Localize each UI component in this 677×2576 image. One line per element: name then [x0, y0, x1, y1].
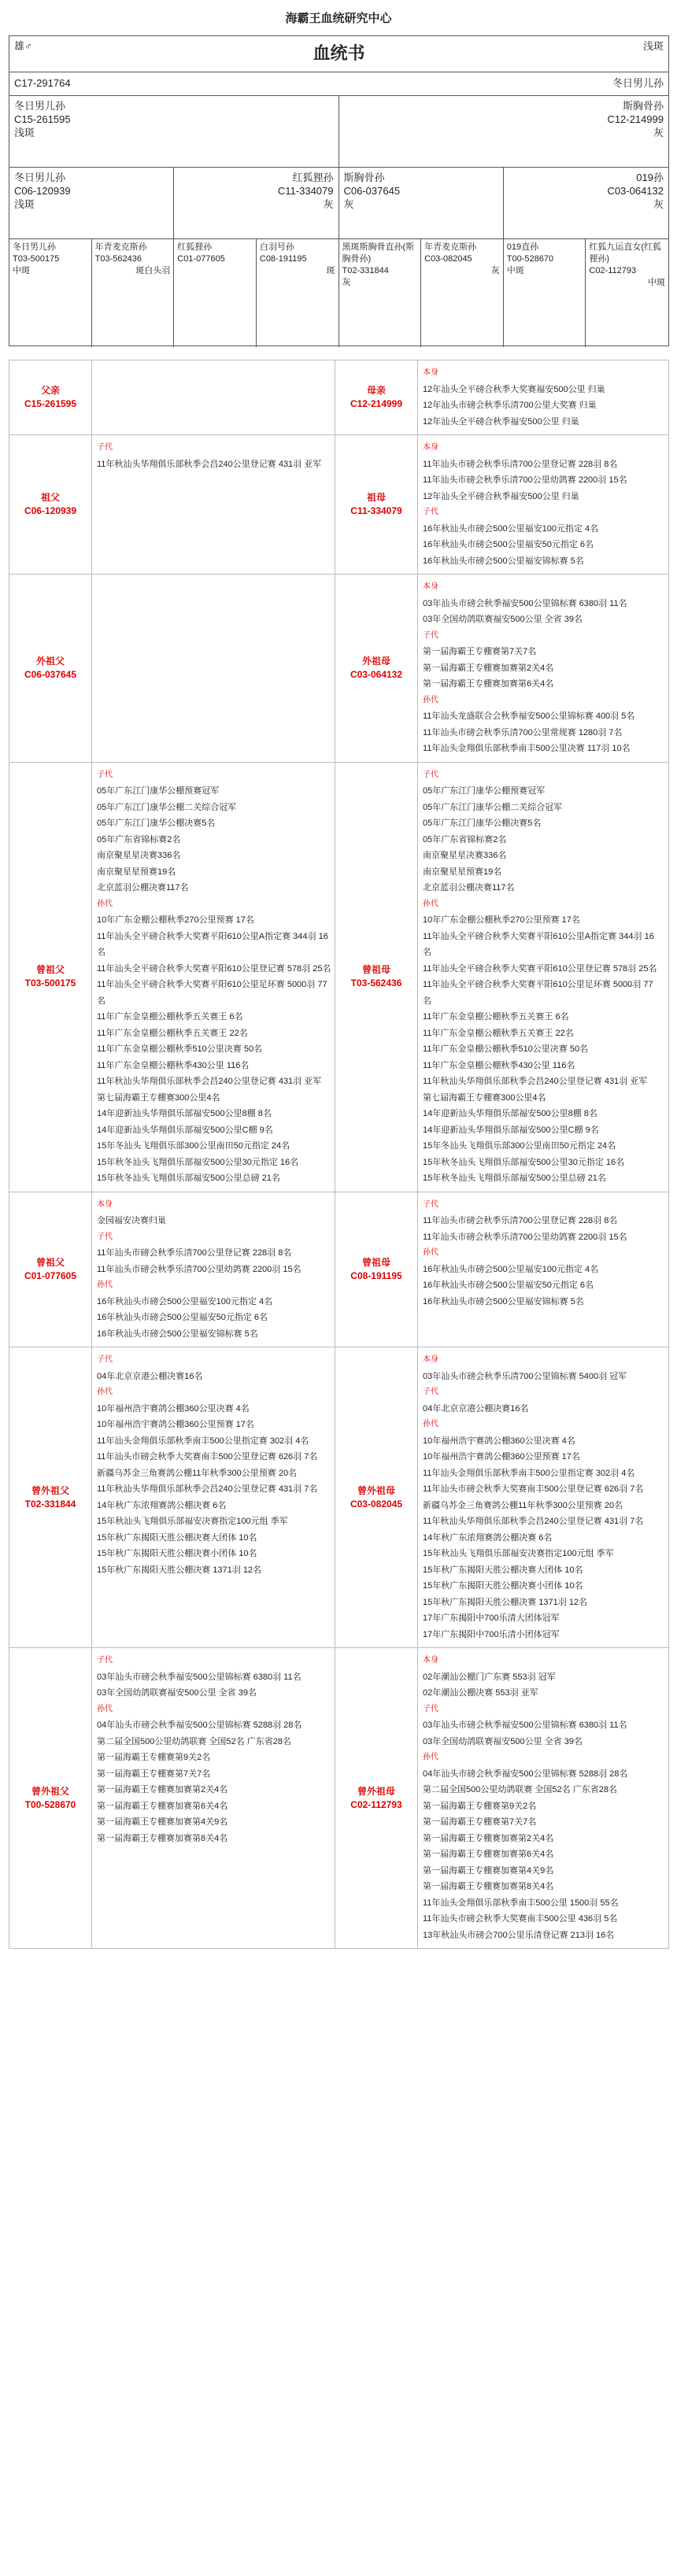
record-line: 南京聚星星决赛336名 [423, 851, 507, 860]
record-list [92, 360, 335, 434]
record-line: 15年秋冬汕头飞翔俱乐部福安500公里总磅 21名 [423, 1173, 606, 1183]
pedigree-cell [339, 96, 669, 167]
feather-color: 灰 [653, 127, 664, 139]
record-line: 11年广东金皇棚公棚秋季510公里决赛 50名 [423, 1044, 589, 1054]
record-line: 第一届海霸王专棚赛第9关2名 [423, 1801, 537, 1811]
ring-number: C11-334079 [277, 185, 334, 197]
record-line: 11年汕头市磅会秋季乐清700公里登记赛 228羽 8名 [423, 459, 618, 469]
record-line: 15年秋广东揭阳天胜公棚决赛大团体 10名 [97, 1532, 257, 1543]
feather-color: 浅斑 [14, 127, 35, 139]
record-line: 16年秋汕头市磅会500公里福安锦标赛 5名 [423, 1296, 584, 1306]
record-line: 05年广东省锦标赛2名 [423, 834, 507, 844]
subject-ring-row [9, 72, 668, 96]
record-line: 第一届海霸王专棚赛第7关7名 [97, 1768, 211, 1779]
record-line: 11年汕头全平磅合秋季大奖赛平阳610公里足环赛 5000羽 77名 [97, 980, 327, 1006]
record-line: 15年秋冬汕头飞翔俱乐部福安500公里30元指定 16名 [423, 1157, 625, 1167]
relation-role: 曾外祖母 [357, 1785, 395, 1797]
record-line: 05年广东江门康华公棚决赛5名 [423, 819, 542, 828]
record-line: 11年汕头市磅会秋季乐清700公里幼鸽赛 2200羽 15名 [423, 1232, 627, 1242]
relation-ring: C02-112793 [350, 1798, 402, 1810]
record-line: 新疆乌苏金三角赛鸽公棚11年秋季300公里预赛 20名 [423, 1500, 623, 1510]
relation-header [335, 1192, 418, 1347]
feather-color: 中斑 [13, 266, 30, 275]
record-section-label: 子代 [423, 1388, 438, 1396]
strain-name: 斯胸骨孙 [343, 172, 385, 183]
record-line: 04年汕头市磅会秋季福安500公里锦标赛 5288羽 28名 [423, 1768, 628, 1779]
strain-name: 019直孙 [506, 242, 539, 252]
relation-ring: C08-191195 [350, 1270, 402, 1281]
ring-number: C03-064132 [607, 185, 664, 197]
relation-role: 曾祖母 [361, 1256, 390, 1268]
record-line: 03年全国幼鸽联赛福安500公里 全省 39名 [423, 1736, 583, 1746]
relation-role: 外祖父 [35, 655, 65, 667]
page-title: 海霸王血统研究中心 [285, 12, 392, 25]
relation-header [9, 1192, 92, 1347]
record-line: 11年秋汕头华翔俱乐部秋季会昌240公里登记赛 431羽 亚军 [97, 1077, 322, 1086]
record-line: 第一届海霸王专棚赛第9关2名 [97, 1753, 211, 1762]
strain-name: 红狐九运直女(红狐狸孙) [589, 242, 662, 264]
relation-ring: C12-214999 [350, 398, 403, 409]
record-line: 新疆乌苏金三角赛鸽公棚11年秋季300公里预赛 20名 [97, 1468, 298, 1478]
pedigree-cell [9, 168, 174, 238]
record-line: 14年秋广东浓翔赛鸽公棚决赛 6名 [423, 1532, 553, 1543]
record-line: 05年广东省锦标赛2名 [97, 834, 181, 844]
record-section-label: 本身 [423, 443, 438, 452]
record-line: 11年秋汕头华翔俱乐部秋季会昌240公里登记赛 431羽 7名 [97, 1484, 318, 1494]
detail-row [9, 763, 668, 1192]
record-list [92, 1192, 335, 1347]
detail-row [9, 1347, 668, 1648]
record-line: 15年秋汕头飞翔俱乐部福安决赛指定100元组 季军 [423, 1549, 614, 1558]
record-line: 05年广东江门康华公棚预赛冠军 [97, 786, 220, 796]
relation-header [335, 435, 418, 574]
pedigree-cell [257, 239, 339, 347]
relation-ring: T03-500175 [24, 978, 76, 989]
record-line: 第一届海霸王专棚赛加赛第2关4名 [423, 663, 554, 673]
record-line: 11年汕头龙盛联合会秋季福安500公里锦标赛 400羽 5名 [423, 711, 635, 721]
pedigree-cell [174, 239, 257, 347]
record-line: 第二届全国500公里幼鸽联赛 全国52名 广东省28名 [423, 1785, 617, 1794]
record-line: 北京蓝羽公棚决赛117名 [423, 883, 515, 893]
subject-ring: C17-291764 [14, 77, 71, 89]
pedigree-cell [339, 168, 504, 238]
record-line: 05年广东江门康华公棚二关综合冠军 [423, 802, 563, 812]
record-line: 第七届海霸王专棚赛300公里4名 [97, 1092, 220, 1103]
record-list [418, 1648, 661, 1948]
ring-number: C01-077605 [177, 254, 225, 264]
pedigree-cell [9, 239, 92, 347]
record-line: 第一届海霸王专棚赛加赛第4关9名 [423, 1865, 554, 1876]
record-line: 11年汕头全平磅合秋季大奖赛平阳610公里登记赛 578羽 25名 [97, 963, 331, 974]
record-line: 第一届海霸王专棚赛加赛第6关4名 [423, 1850, 554, 1859]
record-line: 南京聚星星预赛19名 [97, 867, 176, 877]
record-list [92, 1347, 335, 1647]
record-line: 16年秋汕头市磅会500公里福安100元指定 4名 [423, 523, 599, 534]
record-line: 10年福州浩宇赛鸽公棚360公里预赛 17名 [97, 1420, 254, 1429]
feather-color: 中斑 [648, 278, 665, 287]
record-line: 11年汕头全平磅合秋季大奖赛平阳610公里A指定赛 344羽 16名 [97, 931, 328, 957]
relation-role: 母亲 [366, 385, 386, 396]
detail-row [9, 1648, 668, 1948]
record-line: 11年汕头金翔俱乐部秋季南丰500公里 1500羽 55名 [423, 1898, 619, 1908]
record-line: 第一届海霸王专棚赛第7关7名 [423, 1817, 537, 1827]
record-line: 10年广东金棚公棚秋季270公里预赛 17名 [423, 915, 580, 925]
record-section-label: 孙代 [97, 899, 113, 908]
record-line: 11年广东金皇棚公棚秋季五关赛王 6名 [97, 1012, 243, 1022]
ring-number: T00-528670 [506, 254, 554, 264]
record-section-label: 本身 [423, 1355, 438, 1364]
record-list [418, 1347, 661, 1647]
relation-header [335, 763, 418, 1192]
relation-role: 曾祖父 [35, 964, 65, 975]
strain-name: 黑斑斯胸骨直孙(斯胸骨孙) [342, 242, 415, 264]
relation-ring: C06-120939 [24, 505, 77, 516]
record-line: 15年秋汕头飞翔俱乐部福安决赛指定100元组 季军 [97, 1517, 288, 1526]
pedigree-cell [174, 168, 338, 238]
record-section-label: 孙代 [423, 899, 438, 908]
relation-header [9, 360, 92, 434]
record-line: 11年汕头全平磅合秋季大奖赛平阳610公里登记赛 578羽 25名 [423, 963, 657, 974]
record-line: 15年冬汕头飞翔俱乐部300公里南田50元指定 24名 [97, 1141, 290, 1151]
record-line: 11年秋汕头华翔俱乐部秋季会昌240公里登记赛 431羽 亚军 [97, 459, 322, 469]
feather-color: 斑白头羽 [135, 266, 171, 275]
great-grandparents-row [9, 239, 668, 347]
record-line: 第一届海霸王专棚赛加赛第2关4名 [97, 1785, 228, 1794]
relation-ring: T03-562436 [350, 978, 402, 989]
record-section-label: 孙代 [97, 1388, 113, 1396]
record-line: 12年汕头全平磅合秋季福安500公里 归巢 [423, 416, 579, 427]
record-line: 第一届海霸王专棚赛加赛第2关4名 [423, 1833, 554, 1843]
relation-role: 外祖母 [361, 655, 390, 667]
record-list [92, 763, 335, 1192]
relation-header [9, 435, 92, 574]
record-line: 11年汕头金翔俱乐部秋季南丰500公里决赛 117羽 10名 [423, 744, 631, 753]
record-line: 第一届海霸王专棚赛加赛第8关4名 [97, 1833, 228, 1843]
record-line: 04年汕头市磅会秋季福安500公里锦标赛 5288羽 28名 [97, 1720, 302, 1730]
ring-number: C06-120939 [14, 185, 71, 197]
record-line: 17年广东揭阳中700乐清大团体冠军 [423, 1613, 560, 1623]
record-line: 金园福安决赛归巢 [97, 1216, 166, 1225]
record-line: 14年迎新汕头华翔俱乐部福安500公里8棚 8名 [97, 1109, 272, 1118]
grandparents-row [9, 168, 668, 239]
record-line: 03年汕头市磅会秋季福安500公里锦标赛 6380羽 11名 [423, 1720, 627, 1730]
relation-header [335, 1347, 418, 1647]
record-line: 15年秋广东揭阳天胜公棚决赛小团体 10名 [97, 1549, 257, 1558]
pedigree-cell [586, 239, 668, 347]
record-line: 11年汕头市磅会秋季乐清700公里幼鸽赛 2200羽 15名 [97, 1264, 302, 1274]
record-line: 第一届海霸王专棚赛加赛第6关4名 [97, 1801, 228, 1811]
subject-title-row [9, 36, 668, 72]
relation-header [9, 1347, 92, 1647]
record-section-label: 子代 [97, 770, 113, 779]
strain-name: 红狐狸孙 [292, 172, 334, 183]
pedigree-cell [339, 239, 422, 347]
record-line: 南京聚星星预赛19名 [423, 867, 502, 877]
record-line: 16年秋汕头市磅会500公里福安50元指定 6名 [97, 1313, 268, 1322]
relation-header [335, 575, 418, 762]
record-line: 第二届全国500公里幼鸽联赛 全国52名 广东省28名 [97, 1736, 291, 1746]
record-line: 11年广东金皇棚公棚秋季430公里 116名 [97, 1060, 250, 1070]
pedigree-chart [9, 35, 669, 346]
record-line: 第一届海霸王专棚赛加赛第6关4名 [423, 679, 554, 689]
record-line: 16年秋汕头市磅会500公里福安锦标赛 5名 [423, 556, 584, 566]
detail-row [9, 435, 668, 575]
record-line: 11年广东金皇棚公棚秋季510公里决赛 50名 [97, 1044, 263, 1054]
record-section-label: 子代 [97, 1355, 113, 1364]
pedigree-cell [421, 239, 504, 347]
relation-ring: T02-331844 [24, 1498, 76, 1510]
record-section-label: 子代 [423, 770, 438, 779]
strain-name: 019孙 [636, 172, 664, 183]
relation-header [335, 1648, 418, 1948]
record-line: 10年福州浩宇赛鸽公棚360公里决赛 4名 [423, 1436, 575, 1446]
record-section-label: 子代 [423, 630, 438, 640]
record-line: 11年秋汕头华翔俱乐部秋季会昌240公里登记赛 431羽 亚军 [423, 1077, 648, 1086]
record-line: 16年秋汕头市磅会500公里福安锦标赛 5名 [97, 1329, 258, 1339]
ring-number: T02-331844 [342, 266, 389, 275]
record-section-label: 孙代 [423, 1753, 438, 1761]
performance-table [9, 360, 669, 1949]
record-line: 11年广东金皇棚公棚秋季五关赛王 22名 [423, 1028, 574, 1038]
record-line: 03年全国幼鸽联赛福安500公里 全省 39名 [423, 615, 583, 624]
record-line: 14年迎新汕头华翔俱乐部福安500公里C棚 9名 [423, 1125, 599, 1135]
relation-role: 曾外祖母 [357, 1484, 395, 1496]
record-line: 15年秋广东揭阳天胜公棚决赛大团体 10名 [423, 1565, 583, 1575]
record-section-label: 孙代 [97, 1704, 113, 1713]
relation-ring: C03-064132 [350, 668, 403, 680]
feather-color: 中斑 [506, 266, 524, 275]
record-list [92, 575, 335, 762]
ring-number: C03-082045 [424, 254, 472, 264]
record-line: 11年汕头市磅会秋季乐清700公里常规赛 1280羽 7名 [423, 727, 623, 737]
record-line: 15年秋广东揭阳天胜公棚决赛 1371羽 12名 [97, 1565, 262, 1575]
record-line: 15年秋广东揭阳天胜公棚决赛小团体 10名 [423, 1581, 583, 1591]
record-line: 10年福州浩宇赛鸽公棚360公里预赛 17名 [423, 1452, 580, 1462]
relation-role: 祖父 [40, 492, 60, 503]
record-line: 15年秋冬汕头飞翔俱乐部福安500公里30元指定 16名 [97, 1157, 299, 1167]
relation-ring: T00-528670 [24, 1798, 76, 1810]
cert-title: 血统书 [313, 43, 365, 63]
record-line: 03年汕头市磅会秋季福安500公里锦标赛 6380羽 11名 [423, 598, 627, 608]
feather-color: 灰 [323, 198, 334, 210]
pedigree-cell [504, 168, 668, 238]
record-line: 10年广东金棚公棚秋季270公里预赛 17名 [97, 915, 254, 925]
ring-number: T03-562436 [94, 254, 142, 264]
record-line: 11年广东金皇棚公棚秋季五关赛王 6名 [423, 1012, 569, 1022]
record-section-label: 子代 [423, 1199, 438, 1209]
record-line: 16年秋汕头市磅会500公里福安100元指定 4名 [97, 1296, 273, 1306]
relation-ring: C15-261595 [24, 398, 77, 409]
record-line: 11年秋汕头华翔俱乐部秋季会昌240公里登记赛 431羽 7名 [423, 1517, 644, 1526]
feather-color: 灰 [490, 266, 500, 275]
record-section-label: 本身 [423, 368, 438, 377]
ring-number: C02-112793 [589, 266, 637, 275]
ring-number: T03-500175 [13, 254, 60, 264]
ring-number: C08-191195 [259, 254, 307, 264]
record-line: 14年迎新汕头华翔俱乐部福安500公里C棚 9名 [97, 1125, 273, 1135]
subject-strain: 冬日男儿孙 [612, 77, 664, 89]
record-line: 11年汕头市磅会秋季乐清700公里幼鸽赛 2200羽 15名 [423, 475, 627, 485]
strain-name: 红狐狸孙 [177, 242, 213, 252]
relation-header [335, 360, 418, 434]
strain-name: 年青麦克斯孙 [94, 242, 147, 252]
record-line: 13年秋汕头市磅会700公里乐清登记赛 213羽 16名 [423, 1930, 615, 1940]
record-section-label: 子代 [423, 1704, 438, 1713]
feather-color: 灰 [342, 278, 351, 287]
record-line: 14年迎新汕头华翔俱乐部福安500公里8棚 8名 [423, 1109, 597, 1118]
record-line: 11年广东金皇棚公棚秋季430公里 116名 [423, 1060, 575, 1070]
relation-role: 曾外祖父 [31, 1484, 69, 1496]
feather-color: 浅斑 [14, 198, 35, 210]
record-section-label: 子代 [97, 443, 113, 452]
relation-role: 祖母 [366, 492, 386, 503]
strain-name: 冬日男儿孙 [13, 242, 56, 252]
record-line: 05年广东江门康华公棚二关综合冠军 [97, 802, 237, 812]
record-line: 第一届海霸王专棚赛加赛第4关9名 [97, 1817, 228, 1827]
record-section-label: 本身 [97, 1199, 113, 1209]
detail-row [9, 575, 668, 763]
record-list [418, 575, 661, 762]
strain-name: 斯胸骨孙 [622, 100, 664, 112]
record-line: 12年汕头全平磅合秋季福安500公里 归巢 [423, 491, 579, 501]
record-line: 15年冬汕头飞翔俱乐部300公里南田50元指定 24名 [423, 1141, 616, 1151]
record-section-label: 子代 [97, 1656, 113, 1665]
relation-role: 曾外祖父 [31, 1785, 69, 1797]
record-line: 12年汕头全平磅合秋季大奖赛福安500公里 归巢 [423, 384, 605, 394]
relation-ring: C03-082045 [350, 1498, 403, 1510]
record-line: 12年汕头市磅会秋季乐清700公里大奖赛 归巢 [423, 401, 597, 410]
record-line: 03年汕头市磅会秋季乐清700公里锦标赛 5400羽 冠军 [423, 1371, 627, 1381]
record-section-label: 子代 [423, 508, 438, 516]
relation-ring: C06-037645 [24, 668, 77, 680]
record-line: 17年广东揭阳中700乐清小团体冠军 [423, 1629, 560, 1639]
record-line: 第一届海霸王专棚赛加赛第8关4名 [423, 1882, 554, 1891]
ring-number: C06-037645 [343, 185, 401, 197]
record-section-label: 子代 [97, 1232, 113, 1241]
record-line: 04年北京京港公棚决赛16名 [97, 1371, 203, 1381]
record-line: 南京聚星星决赛336名 [97, 851, 181, 860]
record-line: 11年汕头金翔俱乐部秋季南丰500公里指定赛 302羽 4名 [423, 1468, 635, 1478]
record-section-label: 孙代 [423, 1248, 438, 1257]
record-line: 第一届海霸王专棚赛第7关7名 [423, 647, 537, 656]
feather-color: 斑 [326, 266, 335, 275]
pedigree-cell [92, 239, 175, 347]
record-line: 11年汕头市磅会秋季乐清700公里登记赛 228羽 8名 [97, 1248, 292, 1258]
relation-ring: C11-334079 [350, 505, 402, 516]
record-line: 11年汕头市磅会秋季乐清700公里登记赛 228羽 8名 [423, 1216, 618, 1225]
relation-ring: C01-077605 [24, 1270, 77, 1281]
record-line: 02年潮汕公棚门广东赛 553羽 冠军 [423, 1672, 556, 1682]
relation-header [9, 1648, 92, 1948]
record-line: 03年汕头市磅会秋季福安500公里锦标赛 6380羽 11名 [97, 1672, 302, 1682]
record-line: 16年秋汕头市磅会500公里福安100元指定 4名 [423, 1264, 599, 1274]
record-line: 第七届海霸王专棚赛300公里4名 [423, 1092, 546, 1103]
record-line: 11年汕头市磅会秋季大奖赛南丰500公里登记赛 626羽 7名 [423, 1484, 644, 1494]
relation-header [9, 575, 92, 762]
gender-label: 雄♂ [14, 40, 32, 52]
strain-name: 冬日男儿孙 [14, 172, 66, 183]
record-section-label: 孙代 [423, 1420, 438, 1428]
strain-name: 冬日男儿孙 [14, 100, 66, 112]
feather-color: 灰 [343, 198, 354, 210]
record-line: 11年汕头全平磅合秋季大奖赛平阳610公里足环赛 5000羽 77名 [423, 980, 653, 1006]
record-line: 14年秋广东浓翔赛鸽公棚决赛 6名 [97, 1500, 227, 1510]
record-line: 11年汕头全平磅合秋季大奖赛平阳610公里A指定赛 344羽 16名 [423, 931, 654, 957]
record-list [418, 435, 661, 574]
record-section-label: 本身 [423, 1656, 438, 1665]
record-line: 05年广东江门康华公棚预赛冠军 [423, 786, 546, 796]
record-list [418, 360, 661, 434]
pedigree-cell [504, 239, 586, 347]
record-line: 16年秋汕头市磅会500公里福安50元指定 6名 [423, 540, 594, 549]
detail-row [9, 1192, 668, 1348]
record-line: 05年广东江门康华公棚决赛5名 [97, 819, 216, 828]
record-list [92, 1648, 335, 1948]
record-line: 10年福州浩宇赛鸽公棚360公里决赛 4名 [97, 1403, 250, 1414]
record-line: 16年秋汕头市磅会500公里福安50元指定 6名 [423, 1281, 594, 1290]
record-line: 11年汕头市磅会秋季大奖赛南丰500公里 436羽 5名 [423, 1914, 618, 1924]
relation-role: 曾祖母 [361, 964, 390, 975]
record-section-label: 本身 [423, 582, 438, 591]
feather-color: 灰 [653, 198, 664, 210]
strain-name: 年青麦克斯孙 [424, 242, 477, 252]
record-line: 北京蓝羽公棚决赛117名 [97, 883, 189, 893]
record-section-label: 孙代 [97, 1281, 113, 1289]
record-section-label: 孙代 [423, 695, 438, 704]
relation-role: 父亲 [40, 385, 60, 396]
record-line: 03年全国幼鸽联赛福安500公里 全省 39名 [97, 1688, 257, 1698]
record-list [92, 435, 335, 574]
subject-color: 浅斑 [642, 40, 664, 52]
record-line: 11年广东金皇棚公棚秋季五关赛王 22名 [97, 1028, 248, 1038]
pedigree-cell [9, 96, 339, 167]
record-line: 11年汕头市磅会秋季大奖赛南丰500公里登记赛 626羽 7名 [97, 1452, 318, 1462]
relation-header [9, 763, 92, 1192]
ring-number: C12-214999 [607, 113, 664, 125]
record-line: 02年潮汕公棚决赛 553羽 亚军 [423, 1688, 538, 1698]
ring-number: C15-261595 [14, 113, 71, 125]
record-line: 15年秋冬汕头飞翔俱乐部福安500公里总磅 21名 [97, 1173, 280, 1183]
record-line: 04年北京京港公棚决赛16名 [423, 1403, 529, 1414]
record-line: 15年秋广东揭阳天胜公棚决赛 1371羽 12名 [423, 1597, 588, 1607]
strain-name: 白羽号孙 [259, 242, 294, 252]
record-list [418, 763, 661, 1192]
detail-row [9, 360, 668, 435]
relation-role: 曾祖父 [35, 1256, 65, 1268]
record-list [418, 1192, 661, 1347]
parents-row [9, 96, 668, 168]
record-line: 11年汕头金翔俱乐部秋季南丰500公里指定赛 302羽 4名 [97, 1436, 309, 1446]
